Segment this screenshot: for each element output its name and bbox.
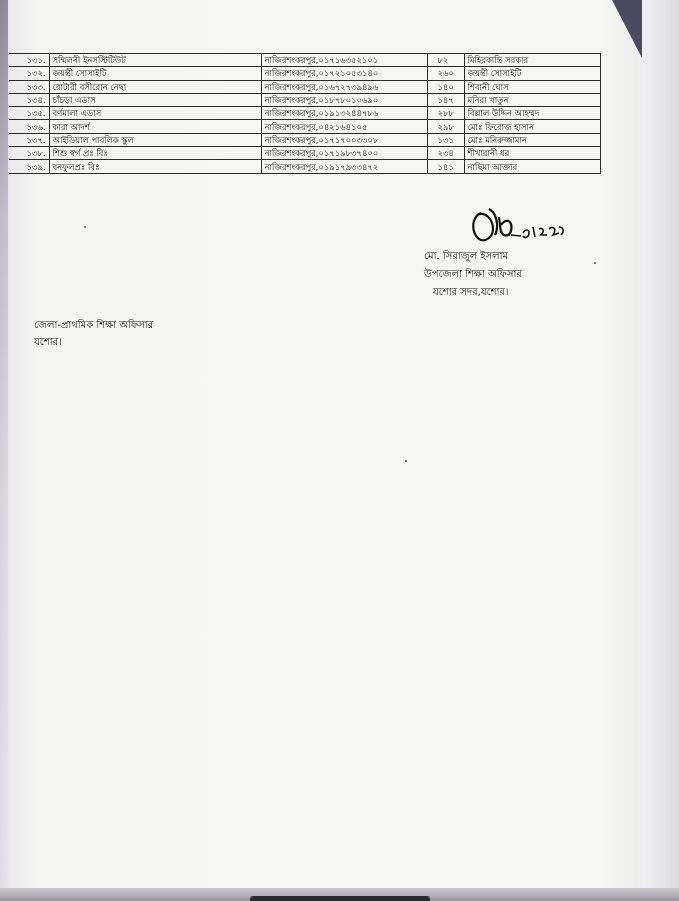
address-phone-cell: নাজিরশংকরপুর,০১৭২১০৫৩১৪০ [261, 67, 427, 80]
left-edge-shadow [0, 0, 8, 901]
head-teacher-cell: মনিরা খাতুন [464, 93, 600, 106]
institution-name-cell: কারা আদর্শ [49, 120, 261, 133]
serial-cell: ১৩৬. [9, 120, 49, 133]
right-page-edge [642, 0, 679, 901]
institution-name-cell: আইডিয়াল পাবলিক স্কুল [49, 133, 261, 146]
head-teacher-cell: বিল্লাল উদ্দিন আহম্মদ [464, 107, 600, 120]
address-phone-cell: নাজিরশংকরপুর,০১৭১৭০০৩৩০৮ [261, 133, 427, 146]
student-count-cell: ৮২ [427, 54, 464, 67]
serial-cell: ১৩১. [9, 54, 49, 67]
institution-name-cell: সম্মিলনী ইনসস্টিটিউট [49, 54, 261, 67]
student-count-cell: ২৬০ [427, 67, 464, 80]
student-count-cell: ২৮৮ [427, 107, 464, 120]
table-row [9, 93, 600, 106]
institution-name-cell: জয়ন্তী সোসাইটি [49, 67, 261, 80]
address-phone-cell: নাজিরশংকরপুর,০১৭১৯৮৩৭৪০০ [261, 147, 427, 160]
institution-name-cell: শিশু স্বর্গ প্রঃ বিঃ [49, 147, 261, 160]
head-teacher-cell: শিবানী ঘোস [464, 80, 600, 93]
serial-cell: ১৩৪. [9, 93, 49, 106]
recipient-designation: জেলা-প্রাথমিক শিক্ষা অফিসার [34, 320, 154, 331]
table-row [9, 120, 600, 133]
table-row [9, 107, 600, 120]
institution-name-cell: বর্ণমালা এডাস [49, 107, 261, 120]
student-count-cell: ২৩৪ [427, 147, 464, 160]
serial-cell: ১৩২. [9, 67, 49, 80]
serial-cell: ১৩৯. [9, 160, 49, 173]
head-teacher-cell: মোঃ ফিরোজ হাসান [464, 120, 600, 133]
head-teacher-cell: মিহিরকান্তি সরকার [464, 54, 600, 67]
address-phone-cell: নাজিরশংকরপুর,০১৬৭২৭৩৯৪৯৬ [261, 80, 427, 93]
table-row [9, 54, 600, 67]
address-phone-cell: নাজিরশংকরপুর,০১৯১৭৯৩৩৪৭২ [261, 160, 427, 173]
address-phone-cell: নাজিরশংকরপুর,০৪২১৬৪১০৫ [261, 120, 427, 133]
institution-name-cell: চাঁচড়া এডাস [49, 93, 261, 106]
address-phone-cell: নাজিরশংকরপুর,০১৯১৩২৪৪৭৮৬ [261, 107, 427, 120]
officer-office: যশোর সদর,যশোর। [433, 287, 509, 298]
serial-cell: ১৩৫. [9, 107, 49, 120]
head-teacher-cell: জয়ন্তী সোসাইটি [464, 67, 600, 80]
table-row [9, 160, 600, 173]
ink-speck [84, 226, 86, 228]
head-teacher-cell: নাছিমা আক্তার [464, 160, 600, 173]
head-teacher-cell: শীখারানী ধর [464, 147, 600, 160]
officer-name: মো. সিরাজুল ইসলাম [424, 251, 509, 262]
head-teacher-cell: মোঃ মনিরুজ্জামান [464, 133, 600, 146]
ink-speck [405, 460, 407, 462]
table-row [9, 80, 600, 93]
table-row [9, 147, 600, 160]
student-count-cell: ১৪১ [427, 160, 464, 173]
folded-corner [612, 0, 642, 58]
student-count-cell: ১৩১ [427, 133, 464, 146]
address-phone-cell: নাজিরশংকরপুর,০১৮৭৮০১০৬৯০ [261, 93, 427, 106]
table-row [9, 67, 600, 80]
serial-cell: ১৩৮. [9, 147, 49, 160]
ink-speck [594, 262, 596, 264]
serial-cell: ১৩৭. [9, 133, 49, 146]
serial-cell: ১৩৩. [9, 80, 49, 93]
officer-designation: উপজেলা শিক্ষা অফিসার [424, 269, 522, 280]
school-table [9, 53, 601, 174]
bottom-clip [250, 896, 430, 901]
student-count-cell: ২৯৮ [427, 120, 464, 133]
institution-name-cell: রোটারী বসীরোন নেছা [49, 80, 261, 93]
table-row [9, 133, 600, 146]
student-count-cell: ১৪৭ [427, 93, 464, 106]
address-phone-cell: নাজিরশংকরপুর,০১৭১৬৩৫২১০১ [261, 54, 427, 67]
student-count-cell: ১৪০ [427, 80, 464, 93]
signature-mark [463, 203, 568, 251]
institution-name-cell: বনফুলপ্রঃ বিঃ [49, 160, 261, 173]
recipient-location: যশোর। [34, 337, 62, 348]
